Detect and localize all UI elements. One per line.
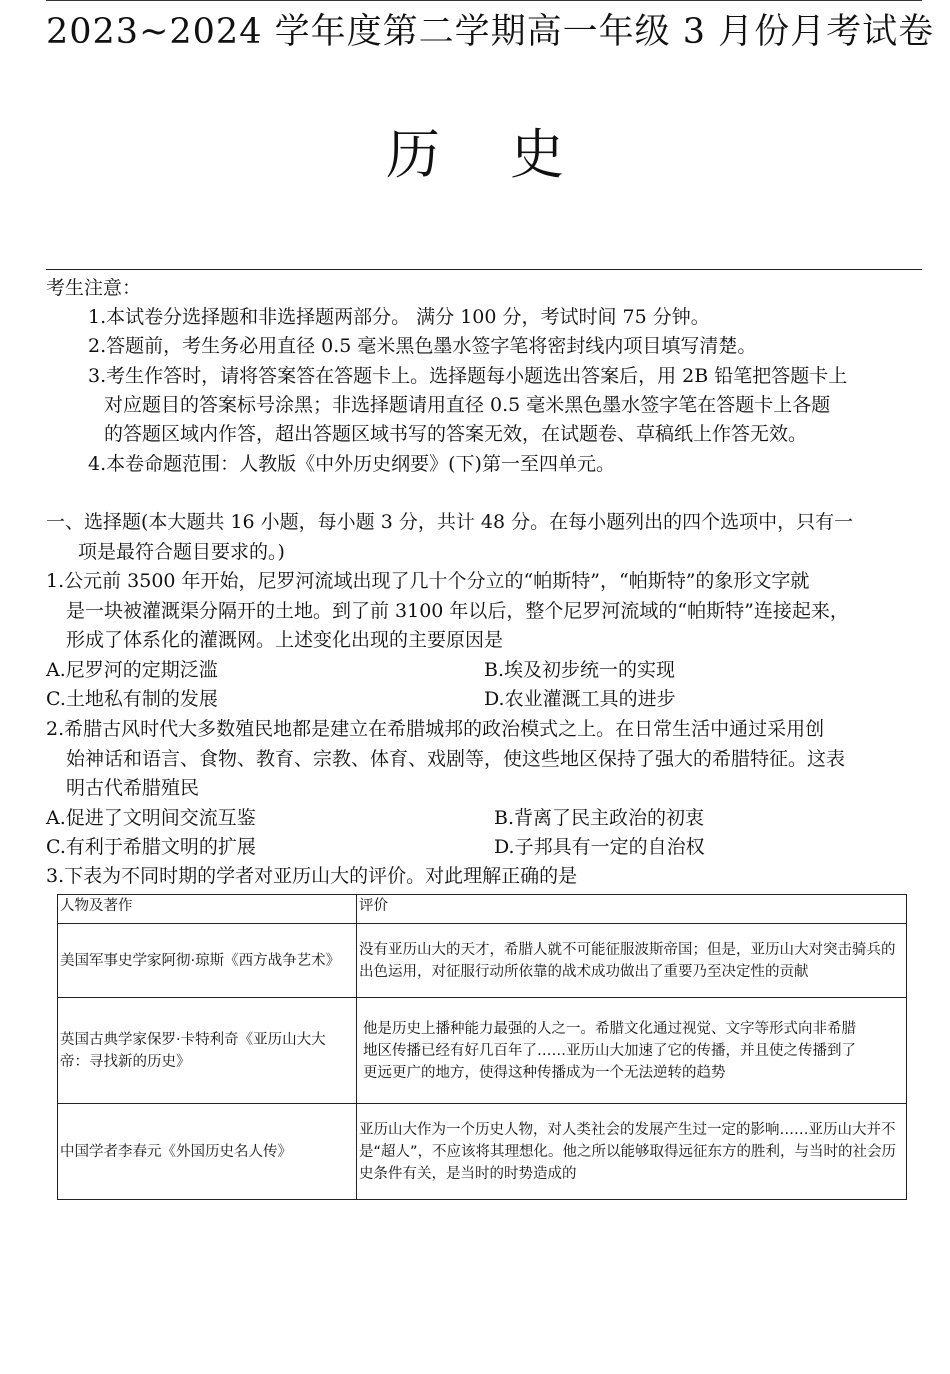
notice-item: 2.答题前，考生务必用直径 0.5 毫米黑色墨水签字笔将密封线内项目填写清楚。 <box>88 335 757 357</box>
table-cell-author: 美国军事史学家阿彻·琼斯《西方战争艺术》 <box>58 924 357 998</box>
table-cell-author: 中国学者李春元《外国历史名人传》 <box>58 1104 357 1200</box>
question-1-option-a: A.尼罗河的定期泛滥 <box>46 659 218 681</box>
notice-item: 对应题目的答案标号涂黑；非选择题请用直径 0.5 毫米黑色墨水签字笔在答题卡上各题 <box>104 394 831 416</box>
table-row <box>58 998 907 1104</box>
table-cell-evaluation: 没有亚历山大的天才，希腊人就不可能征服波斯帝国；但是，亚历山大对突击骑兵的出色运用，对征服行动所依靠的战术成功做出了重要乃至决定性的贡献 <box>357 924 907 998</box>
table-row <box>58 924 907 998</box>
table-header-cell: 人物及著作 <box>58 895 357 924</box>
question-2-option-b: B.背离了民主政治的初衷 <box>494 807 705 829</box>
table-cell-evaluation: 他是历史上播种能力最强的人之一。希腊文化通过视觉、文字等形式向非希腊地区传播已经有好几百年了……亚历山大加速了它的传播，并且使之传播到了更远更广的地方，使得这种传播成为一个无法逆转的趋势 <box>357 998 907 1104</box>
question-2-option-c: C.有利于希腊文明的扩展 <box>46 836 256 858</box>
question-1-text: 是一块被灌溉渠分隔开的土地。到了前 3100 年以后，整个尼罗河流域的“帕斯特”连接起来， <box>66 600 849 622</box>
table-cell-author: 英国古典学家保罗·卡特利奇《亚历山大大帝：寻找新的历史》 <box>58 998 357 1104</box>
question-1-text: 1.公元前 3500 年开始，尼罗河流域出现了几十个分立的“帕斯特”，“帕斯特”的象形文字就 <box>46 570 810 592</box>
question-2-text: 2.希腊古风时代大多数殖民地都是建立在希腊城邦的政治模式之上。在日常生活中通过采用创 <box>46 718 825 740</box>
question-1-option-b: B.埃及初步统一的实现 <box>484 659 676 681</box>
notice-item: 1.本试卷分选择题和非选择题两部分。 满分 100 分，考试时间 75 分钟。 <box>88 306 710 328</box>
table-header-row <box>58 895 907 924</box>
table-header-cell: 评价 <box>357 895 907 924</box>
notice-item: 3.考生作答时，请将答案答在答题卡上。选择题每小题选出答案后，用 2B 铅笔把答题卡上 <box>88 365 848 387</box>
notice-title: 考生注意： <box>46 277 142 299</box>
notice-item: 4.本卷命题范围：人教版《中外历史纲要》(下)第一至四单元。 <box>88 453 615 475</box>
table-row <box>58 1104 907 1200</box>
question-2-option-d: D.子邦具有一定的自治权 <box>494 836 705 858</box>
table-cell-evaluation: 亚历山大作为一个历史人物，对人类社会的发展产生过一定的影响……亚历山大并不是“超人”，不应该将其理想化。他之所以能够取得远征东方的胜利，与当时的社会历史条件有关，是当时的时势造成的 <box>357 1104 907 1200</box>
evaluation-table <box>57 894 907 1200</box>
question-1-option-d: D.农业灌溉工具的进步 <box>484 688 676 710</box>
question-2-text: 始神话和语言、食物、教育、宗教、体育、戏剧等，使这些地区保持了强大的希腊特征。这表 <box>66 748 846 770</box>
question-3-text: 3.下表为不同时期的学者对亚历山大的评价。对此理解正确的是 <box>46 865 578 887</box>
question-2-text: 明古代希腊殖民 <box>66 777 200 799</box>
section-heading: 一、选择题(本大题共 16 小题，每小题 3 分，共计 48 分。在每小题列出的四个选项中，只有一 <box>46 511 854 533</box>
question-1-text: 形成了体系化的灌溉网。上述变化出现的主要原因是 <box>66 629 504 651</box>
notice-item: 的答题区域内作答，超出答题区域书写的答案无效，在试题卷、草稿纸上作答无效。 <box>104 423 808 445</box>
question-2-option-a: A.促进了文明间交流互鉴 <box>46 807 256 829</box>
header-divider <box>46 269 922 270</box>
top-border <box>46 0 922 1</box>
section-heading: 项是最符合题目要求的。) <box>78 541 285 563</box>
question-1-option-c: C.土地私有制的发展 <box>46 688 218 710</box>
exam-header-title: 2023~2024 学年度第二学期高一年级 3 月份月考试卷 <box>46 12 935 52</box>
subject-title: 历史 <box>386 123 634 186</box>
